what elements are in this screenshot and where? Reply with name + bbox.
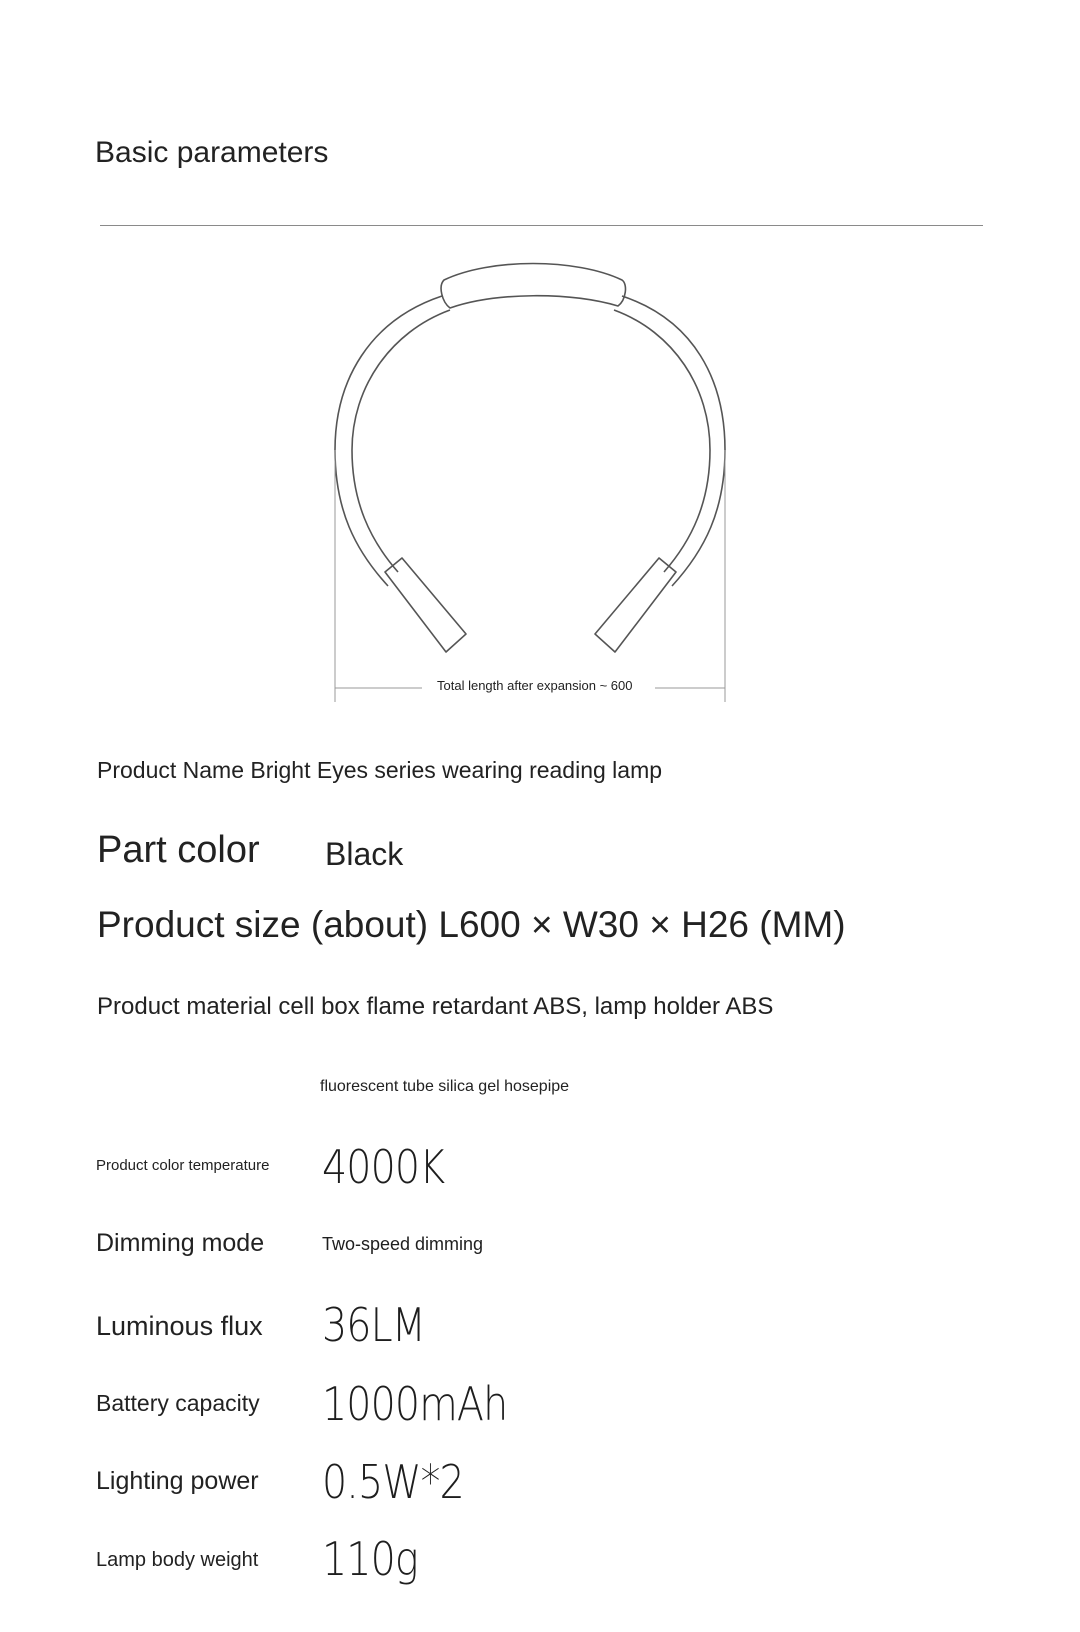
battery-capacity-label: Battery capacity (96, 1390, 260, 1416)
product-name: Product Name Bright Eyes series wearing reading lamp (97, 757, 663, 783)
part-color-label: Part color (97, 829, 260, 871)
dimming-mode-value: Two-speed dimming (322, 1234, 484, 1254)
color-temperature-value: 4000K (322, 1140, 445, 1194)
dimming-mode-label: Dimming mode (96, 1229, 265, 1257)
luminous-flux-value: 36LM (322, 1298, 426, 1352)
lamp-weight-value: 110g (322, 1532, 418, 1586)
battery-pod (441, 264, 625, 309)
lighting-power-value: 0.5W*2 (322, 1455, 464, 1509)
product-material: Product material cell box flame retardant ABS, lamp holder ABS (97, 993, 774, 1020)
lighting-power-label: Lighting power (96, 1467, 259, 1495)
part-color-value: Black (325, 836, 404, 872)
divider (100, 225, 983, 226)
lamp-weight-label: Lamp body weight (96, 1549, 259, 1571)
dimension-label: Total length after expansion ~ 600 (437, 678, 633, 693)
lamp-head-right (595, 558, 676, 652)
band-outer-left (335, 296, 442, 586)
color-temperature-label: Product color temperature (96, 1157, 270, 1174)
product-size: Product size (about) L600 × W30 × H26 (MM) (97, 904, 846, 945)
page-title: Basic parameters (95, 136, 329, 169)
neck-lamp-diagram (300, 250, 780, 710)
luminous-flux-label: Luminous flux (96, 1311, 263, 1341)
battery-capacity-value: 1000mAh (322, 1377, 508, 1431)
material-extra: fluorescent tube silica gel hosepipe (320, 1078, 570, 1095)
